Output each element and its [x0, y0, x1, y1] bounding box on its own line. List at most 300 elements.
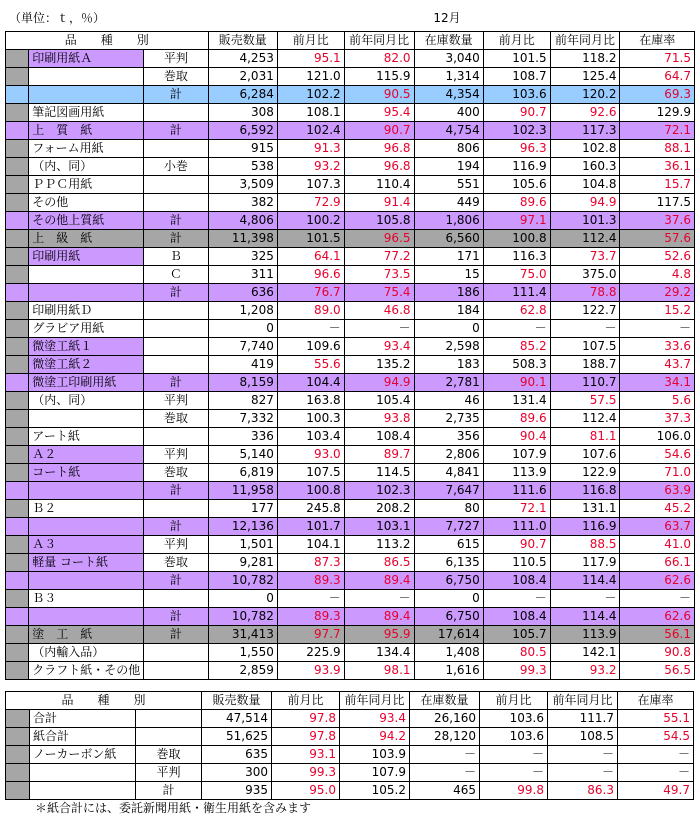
table-row — [6, 644, 695, 662]
table-row — [6, 536, 695, 554]
value-cell: 101.5 — [483, 50, 550, 68]
value-cell: 6,819 — [208, 464, 277, 482]
value-cell: 95.4 — [344, 104, 414, 122]
row-sublabel: 平判 — [144, 392, 208, 410]
value-cell: 93.0 — [277, 446, 344, 464]
row-label: 合計 — [30, 710, 136, 728]
value-cell: 120.2 — [550, 86, 620, 104]
value-cell: 163.8 — [277, 392, 344, 410]
group-marker — [6, 176, 29, 194]
value-cell: 110.4 — [344, 176, 414, 194]
value-cell: 90.4 — [483, 428, 550, 446]
group-marker — [6, 446, 29, 464]
row-sublabel — [144, 302, 208, 320]
value-cell: 2,598 — [414, 338, 483, 356]
value-cell: 551 — [414, 176, 483, 194]
value-cell: － — [277, 590, 344, 608]
value-cell: 88.5 — [550, 536, 620, 554]
row-label — [29, 284, 144, 302]
value-cell: － — [410, 746, 480, 764]
value-cell: 10,782 — [208, 572, 277, 590]
value-cell: 103.6 — [483, 86, 550, 104]
value-cell: 125.4 — [550, 68, 620, 86]
value-cell: 827 — [208, 392, 277, 410]
value-cell: 91.3 — [277, 140, 344, 158]
value-cell: 108.5 — [548, 728, 618, 746]
value-cell: 4,806 — [208, 212, 277, 230]
value-cell: 63.7 — [620, 518, 695, 536]
group-marker — [6, 572, 29, 590]
table-row — [6, 338, 695, 356]
value-cell: 72.9 — [277, 194, 344, 212]
table-row — [6, 710, 694, 728]
value-cell: 7,740 — [208, 338, 277, 356]
value-cell: 6,750 — [414, 608, 483, 626]
value-cell: 96.8 — [344, 140, 414, 158]
value-cell: － — [550, 590, 620, 608]
table-row — [6, 662, 695, 680]
row-sublabel — [144, 644, 208, 662]
row-label: 印刷用紙Ａ — [29, 50, 144, 68]
group-marker — [6, 410, 29, 428]
value-cell: 184 — [414, 302, 483, 320]
value-cell: 105.7 — [483, 626, 550, 644]
value-cell: － — [480, 764, 548, 782]
value-cell: 15 — [414, 266, 483, 284]
value-cell: 95.1 — [277, 50, 344, 68]
table-row — [6, 104, 695, 122]
value-cell: 96.6 — [277, 266, 344, 284]
row-label: その他上質紙 — [29, 212, 144, 230]
table-row — [6, 608, 695, 626]
table-row — [6, 158, 695, 176]
value-cell: 102.3 — [483, 122, 550, 140]
value-cell: 56.5 — [620, 662, 695, 680]
row-sublabel: 巻取 — [144, 554, 208, 572]
value-cell: 245.8 — [277, 500, 344, 518]
value-cell: 108.7 — [483, 68, 550, 86]
row-sublabel — [136, 728, 202, 746]
value-cell: 89.7 — [344, 446, 414, 464]
header-col: 在庫数量 — [414, 32, 483, 50]
row-sublabel — [136, 710, 202, 728]
value-cell: 105.8 — [344, 212, 414, 230]
row-sublabel — [144, 338, 208, 356]
value-cell: 33.6 — [620, 338, 695, 356]
summary-table — [5, 691, 694, 800]
value-cell: 0 — [414, 590, 483, 608]
value-cell: 36.1 — [620, 158, 695, 176]
row-sublabel: 平判 — [136, 764, 202, 782]
value-cell: 15.2 — [620, 302, 695, 320]
value-cell: 51,625 — [202, 728, 272, 746]
value-cell: 75.0 — [483, 266, 550, 284]
value-cell: 112.4 — [550, 410, 620, 428]
value-cell: 114.4 — [550, 572, 620, 590]
value-cell: 97.7 — [277, 626, 344, 644]
value-cell: 115.9 — [344, 68, 414, 86]
value-cell: 11,958 — [208, 482, 277, 500]
row-sublabel — [144, 356, 208, 374]
value-cell: 104.4 — [277, 374, 344, 392]
value-cell: 325 — [208, 248, 277, 266]
group-marker — [6, 746, 30, 764]
value-cell: 102.3 — [344, 482, 414, 500]
value-cell: 110.7 — [550, 374, 620, 392]
value-cell: 46 — [414, 392, 483, 410]
value-cell: 113.2 — [344, 536, 414, 554]
row-label — [29, 68, 144, 86]
value-cell: 336 — [208, 428, 277, 446]
row-sublabel — [144, 428, 208, 446]
value-cell: 107.9 — [340, 764, 410, 782]
value-cell: 102.4 — [277, 122, 344, 140]
value-cell: 86.3 — [548, 782, 618, 800]
value-cell: 4,841 — [414, 464, 483, 482]
group-marker — [6, 662, 29, 680]
value-cell: 12,136 — [208, 518, 277, 536]
value-cell: 114.5 — [344, 464, 414, 482]
value-cell: 57.5 — [550, 392, 620, 410]
value-cell: 93.2 — [277, 158, 344, 176]
value-cell: 90.7 — [344, 122, 414, 140]
row-label: 軽量 コート紙 — [29, 554, 144, 572]
value-cell: 100.8 — [277, 482, 344, 500]
row-sublabel: 巻取 — [144, 410, 208, 428]
table-row — [6, 302, 695, 320]
value-cell: 0 — [208, 320, 277, 338]
table-row — [6, 50, 695, 68]
group-marker — [6, 608, 29, 626]
value-cell: 93.2 — [550, 662, 620, 680]
value-cell: 28,120 — [410, 728, 480, 746]
group-marker — [6, 644, 29, 662]
value-cell: 89.6 — [483, 194, 550, 212]
value-cell: 6,750 — [414, 572, 483, 590]
value-cell: 55.1 — [618, 710, 694, 728]
row-label — [29, 86, 144, 104]
value-cell: 88.1 — [620, 140, 695, 158]
group-marker — [6, 68, 29, 86]
value-cell: 103.1 — [344, 518, 414, 536]
table-row — [6, 746, 694, 764]
value-cell: 1,616 — [414, 662, 483, 680]
value-cell: 89.3 — [277, 608, 344, 626]
value-cell: 96.3 — [483, 140, 550, 158]
value-cell: 102.8 — [550, 140, 620, 158]
value-cell: 93.8 — [344, 410, 414, 428]
row-label: （内、同） — [29, 158, 144, 176]
value-cell: 5,140 — [208, 446, 277, 464]
table-row — [6, 212, 695, 230]
table-row — [6, 284, 695, 302]
value-cell: 87.3 — [277, 554, 344, 572]
value-cell: 98.1 — [344, 662, 414, 680]
value-cell: 508.3 — [483, 356, 550, 374]
value-cell: 0 — [208, 590, 277, 608]
table-row — [6, 230, 695, 248]
row-label: フォーム用紙 — [29, 140, 144, 158]
value-cell: 308 — [208, 104, 277, 122]
value-cell: 7,647 — [414, 482, 483, 500]
row-sublabel — [144, 194, 208, 212]
value-cell: 93.9 — [277, 662, 344, 680]
value-cell: 117.3 — [550, 122, 620, 140]
value-cell: 100.8 — [483, 230, 550, 248]
value-cell: 37.6 — [620, 212, 695, 230]
value-cell: 43.7 — [620, 356, 695, 374]
value-cell: 116.9 — [550, 518, 620, 536]
table-row — [6, 320, 695, 338]
value-cell: 375.0 — [550, 266, 620, 284]
row-sublabel — [144, 590, 208, 608]
group-marker — [6, 158, 29, 176]
value-cell: 3,040 — [414, 50, 483, 68]
group-marker — [6, 764, 30, 782]
group-marker — [6, 710, 30, 728]
table-row — [6, 86, 695, 104]
value-cell: 102.2 — [277, 86, 344, 104]
value-cell: 107.5 — [277, 464, 344, 482]
value-cell: 75.4 — [344, 284, 414, 302]
value-cell: 171 — [414, 248, 483, 266]
row-sublabel: 計 — [144, 284, 208, 302]
group-marker — [6, 374, 29, 392]
header-col: 前年同月比 — [550, 32, 620, 50]
value-cell: 2,031 — [208, 68, 277, 86]
value-cell: 90.5 — [344, 86, 414, 104]
value-cell: 1,314 — [414, 68, 483, 86]
header-item: 品 種 別 — [6, 692, 202, 710]
group-marker — [6, 356, 29, 374]
row-sublabel — [144, 140, 208, 158]
header-col: 前月比 — [480, 692, 548, 710]
value-cell: 100.3 — [277, 410, 344, 428]
value-cell: 2,806 — [414, 446, 483, 464]
value-cell: 17,614 — [414, 626, 483, 644]
value-cell: 37.3 — [620, 410, 695, 428]
row-label: その他 — [29, 194, 144, 212]
value-cell: 93.4 — [340, 710, 410, 728]
table-row — [6, 590, 695, 608]
value-cell: － — [480, 746, 548, 764]
group-marker — [6, 482, 29, 500]
group-marker — [6, 590, 29, 608]
table-row — [6, 68, 695, 86]
row-label: Ａ３ — [29, 536, 144, 554]
value-cell: 311 — [208, 266, 277, 284]
value-cell: 160.3 — [550, 158, 620, 176]
value-cell: 52.6 — [620, 248, 695, 266]
value-cell: 142.1 — [550, 644, 620, 662]
value-cell: 72.1 — [620, 122, 695, 140]
value-cell: 1,208 — [208, 302, 277, 320]
value-cell: 116.8 — [550, 482, 620, 500]
value-cell: 117.9 — [550, 554, 620, 572]
value-cell: 117.5 — [620, 194, 695, 212]
table-row — [6, 176, 695, 194]
group-marker — [6, 212, 29, 230]
value-cell: 80 — [414, 500, 483, 518]
value-cell: 4,754 — [414, 122, 483, 140]
row-sublabel: 計 — [144, 212, 208, 230]
row-label: アート紙 — [29, 428, 144, 446]
value-cell: 103.6 — [480, 710, 548, 728]
value-cell: 4.8 — [620, 266, 695, 284]
group-marker — [6, 320, 29, 338]
value-cell: 95.9 — [344, 626, 414, 644]
row-sublabel: 計 — [144, 374, 208, 392]
value-cell: 29.2 — [620, 284, 695, 302]
table-row — [6, 572, 695, 590]
table-row — [6, 782, 694, 800]
value-cell: 97.8 — [272, 728, 340, 746]
value-cell: 225.9 — [277, 644, 344, 662]
value-cell: 73.7 — [550, 248, 620, 266]
row-sublabel — [144, 662, 208, 680]
header-col: 前月比 — [277, 32, 344, 50]
table-row — [6, 518, 695, 536]
group-marker — [6, 140, 29, 158]
row-label: クラフト紙・その他 — [29, 662, 144, 680]
value-cell: 103.9 — [340, 746, 410, 764]
value-cell: 134.4 — [344, 644, 414, 662]
header-col: 前月比 — [272, 692, 340, 710]
value-cell: 538 — [208, 158, 277, 176]
value-cell: － — [620, 320, 695, 338]
value-cell: 86.5 — [344, 554, 414, 572]
value-cell: 103.6 — [480, 728, 548, 746]
value-cell: 97.8 — [272, 710, 340, 728]
row-label: ＰＰＣ用紙 — [29, 176, 144, 194]
value-cell: 183 — [414, 356, 483, 374]
value-cell: 82.0 — [344, 50, 414, 68]
value-cell: 73.5 — [344, 266, 414, 284]
value-cell: 71.0 — [620, 464, 695, 482]
value-cell: 69.3 — [620, 86, 695, 104]
value-cell: 113.9 — [483, 464, 550, 482]
value-cell: 63.9 — [620, 482, 695, 500]
value-cell: － — [483, 590, 550, 608]
value-cell: 62.8 — [483, 302, 550, 320]
value-cell: 97.1 — [483, 212, 550, 230]
table-row — [6, 764, 694, 782]
value-cell: 105.4 — [344, 392, 414, 410]
value-cell: 80.5 — [483, 644, 550, 662]
row-label: 筆記図画用紙 — [29, 104, 144, 122]
group-marker — [6, 626, 29, 644]
header-row — [6, 32, 695, 50]
row-label: 微塗工印刷用紙 — [29, 374, 144, 392]
value-cell: 122.9 — [550, 464, 620, 482]
value-cell: 131.1 — [550, 500, 620, 518]
table-row — [6, 626, 695, 644]
value-cell: 77.2 — [344, 248, 414, 266]
value-cell: 62.6 — [620, 608, 695, 626]
value-cell: 107.3 — [277, 176, 344, 194]
value-cell: 31,413 — [208, 626, 277, 644]
value-cell: 101.3 — [550, 212, 620, 230]
value-cell: 109.6 — [277, 338, 344, 356]
header-row — [6, 692, 694, 710]
row-label: 紙合計 — [30, 728, 136, 746]
value-cell: 915 — [208, 140, 277, 158]
value-cell: 186 — [414, 284, 483, 302]
header-col: 前年同月比 — [344, 32, 414, 50]
table-row — [6, 428, 695, 446]
row-sublabel: 計 — [144, 122, 208, 140]
value-cell: 0 — [414, 320, 483, 338]
report-sheet — [5, 5, 695, 817]
row-sublabel: 計 — [136, 782, 202, 800]
table-row — [6, 482, 695, 500]
row-sublabel: 計 — [144, 482, 208, 500]
value-cell: － — [548, 746, 618, 764]
value-cell: 99.3 — [483, 662, 550, 680]
row-label: 上 質 紙 — [29, 122, 144, 140]
value-cell: 6,284 — [208, 86, 277, 104]
value-cell: 89.4 — [344, 608, 414, 626]
value-cell: 99.3 — [272, 764, 340, 782]
header-col: 前月比 — [483, 32, 550, 50]
row-label: 微塗工紙１ — [29, 338, 144, 356]
value-cell: 54.5 — [618, 728, 694, 746]
unit-label: （単位：ｔ，％） — [9, 11, 106, 25]
row-sublabel: 巻取 — [144, 68, 208, 86]
value-cell: 7,727 — [414, 518, 483, 536]
row-label: Ｂ２ — [29, 500, 144, 518]
row-sublabel: 計 — [144, 572, 208, 590]
value-cell: 96.8 — [344, 158, 414, 176]
group-marker — [6, 536, 29, 554]
value-cell: 1,806 — [414, 212, 483, 230]
group-marker — [6, 248, 29, 266]
row-label: 印刷用紙Ｄ — [29, 302, 144, 320]
table-row — [6, 356, 695, 374]
value-cell: 46.8 — [344, 302, 414, 320]
header-col: 販売数量 — [202, 692, 272, 710]
table-row — [6, 464, 695, 482]
row-label — [29, 410, 144, 428]
value-cell: 9,281 — [208, 554, 277, 572]
row-label: 印刷用紙 — [29, 248, 144, 266]
value-cell: － — [410, 764, 480, 782]
table-row — [6, 140, 695, 158]
value-cell: 636 — [208, 284, 277, 302]
main-table — [5, 31, 695, 680]
value-cell: 41.0 — [620, 536, 695, 554]
value-cell: 34.1 — [620, 374, 695, 392]
value-cell: － — [618, 746, 694, 764]
row-label: 塗 工 紙 — [29, 626, 144, 644]
value-cell: 45.2 — [620, 500, 695, 518]
group-marker — [6, 464, 29, 482]
value-cell: 8,159 — [208, 374, 277, 392]
footnote: ＊紙合計には、委託新聞用紙・衛生用紙を含みます — [35, 801, 312, 815]
group-marker — [6, 500, 29, 518]
value-cell: 107.6 — [550, 446, 620, 464]
row-sublabel: 平判 — [144, 446, 208, 464]
value-cell: 90.7 — [483, 104, 550, 122]
row-label — [30, 782, 136, 800]
value-cell: 116.3 — [483, 248, 550, 266]
value-cell: 101.7 — [277, 518, 344, 536]
value-cell: 105.6 — [483, 176, 550, 194]
row-sublabel: 巻取 — [144, 464, 208, 482]
value-cell: 300 — [202, 764, 272, 782]
value-cell: 90.1 — [483, 374, 550, 392]
row-label: ノーカーボン紙 — [30, 746, 136, 764]
